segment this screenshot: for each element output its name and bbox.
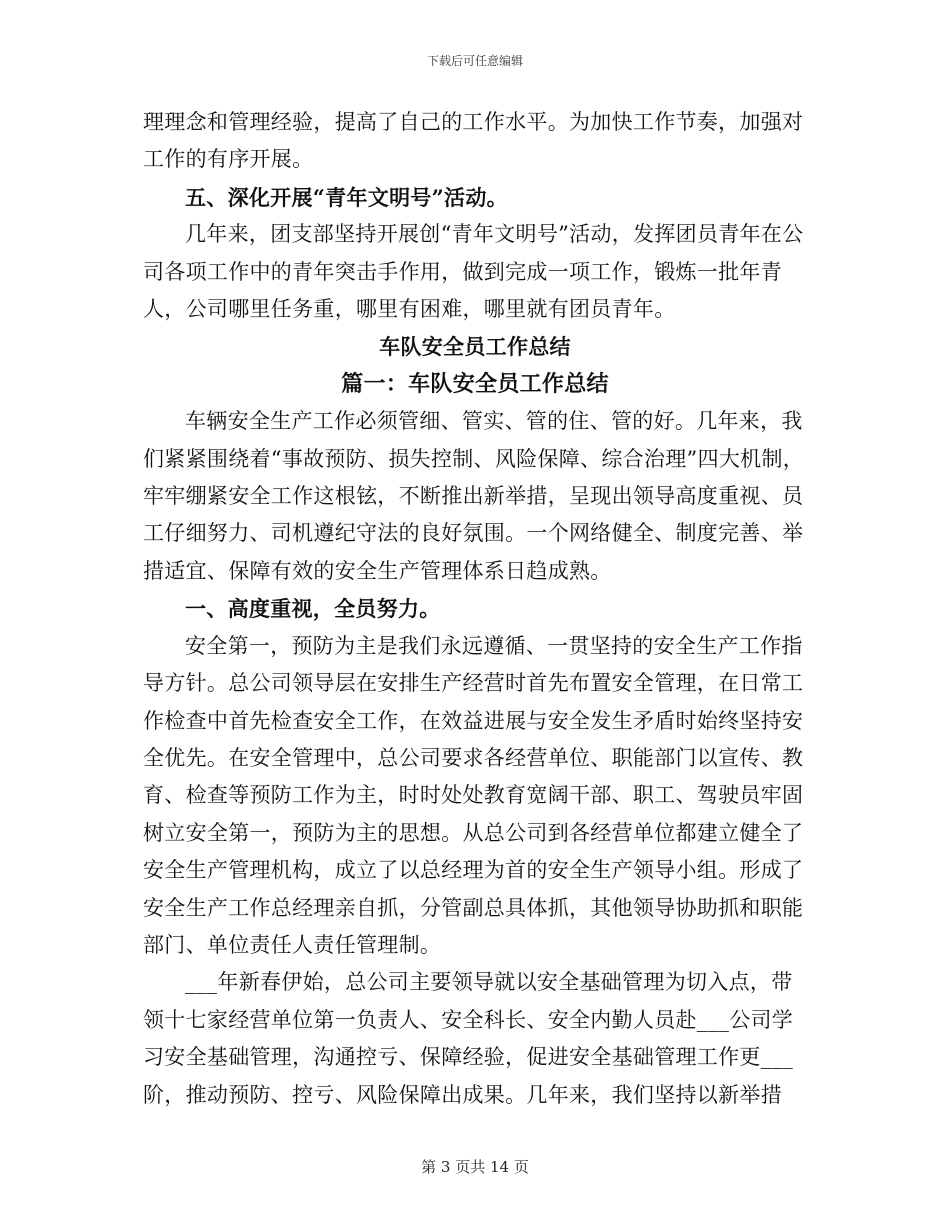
- section-heading-1: 一、高度重视，全员努力。: [185, 596, 441, 622]
- document-title: 车队安全员工作总结: [379, 334, 571, 360]
- paragraph: 车辆安全生产工作必须管细、管实、管的住、管的好。几年来，我们紧紧围绕着“事故预防、损失控制、风险保障、综合治理”四大机制，牢牢绷紧安全工作这根铉，不断推出新举措，呈现出领导高度重视、员工仔细努力、司机遵纪守法的良好氛围。一个网络健全、制度完善、举措适宜、保障有效的安全生产管理体系日趋成熟。: [143, 409, 805, 583]
- paragraph-continuation: 理理念和管理经验，提高了自己的工作水平。为加快工作节奏，加强对工作的有序开展。: [143, 110, 804, 172]
- page-header: 下载后可任意编辑: [426, 54, 523, 68]
- page-footer: 第 3 页共 14 页: [421, 1158, 529, 1176]
- chapter-title: 篇一：车队安全员工作总结: [341, 370, 609, 397]
- section-heading-5: 五、深化开展“青年文明号”活动。: [185, 184, 508, 210]
- document-body: [143, 104, 807, 1114]
- paragraph: 几年来，团支部坚持开展创“青年文明号”活动，发挥团员青年在公司各项工作中的青年突击手作用，做到完成一项工作，锻炼一批年青人，公司哪里任务重，哪里有困难，哪里就有团员青年。: [143, 222, 804, 322]
- paragraph: 安全第一，预防为主是我们永远遵循、一贯坚持的安全生产工作指导方针。总公司领导层在安排生产经营时首先布置安全管理，在日常工作检查中首先检查安全工作，在效益进展与安全发生矛盾时始终坚持安全优先。在安全管理中，总公司要求各经营单位、职能部门以宣传、教育、检查等预防工作为主，时时处处教育宽阔干部、职工、驾驶员牢固树立安全第一，预防为主的思想。从总公司到各经营单位都建立健全了安全生产管理机构，成立了以总经理为首的安全生产领导小组。形成了安全生产工作总经理亲自抓，分管副总具体抓，其他领导协助抓和职能部门、单位责任人责任管理制。: [143, 633, 804, 957]
- paragraph: ___年新春伊始，总公司主要领导就以安全基础管理为切入点，带领十七家经营单位第一负责人、安全科长、安全内勤人员赴___公司学习安全基础管理，沟通控亏、保障经验，促进安全基础管理工作更___阶，推动预防、控亏、风险保障出成果。几年来，我们坚持以新举措: [143, 970, 794, 1107]
